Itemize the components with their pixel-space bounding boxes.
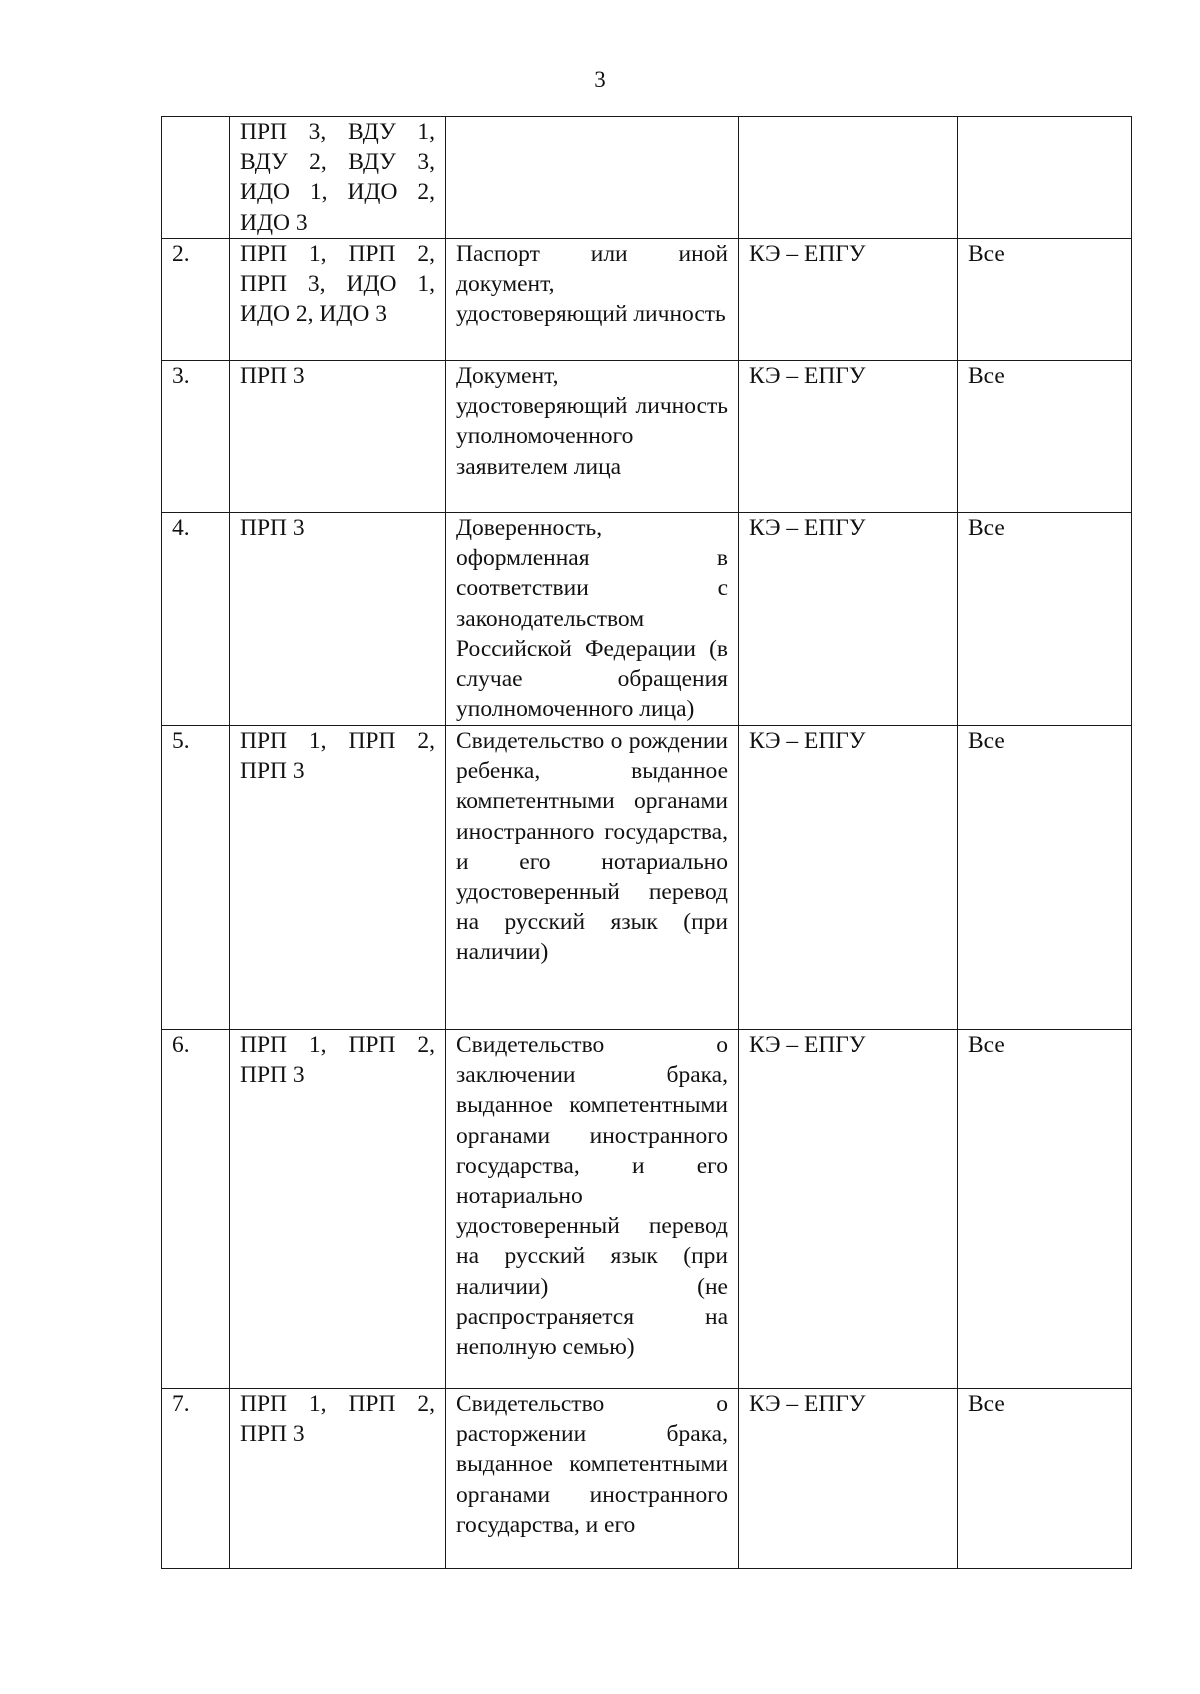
document-cell: Свидетельство о рождении ребенка, выданное компетентными органами иностранного государства, и его нотариально удостоверенный перевод на русский язык (при наличии) [446, 726, 739, 1030]
recipients-cell: ПРП 3 [230, 361, 446, 513]
recipients-cell: ПРП 3 [230, 513, 446, 726]
table-row [162, 1030, 1132, 1389]
applicability-cell: Все [958, 361, 1132, 513]
document-cell: Документ, удостоверяющий личность уполномоченного заявителем лица [446, 361, 739, 513]
recipients-cell: ПРП 1, ПРП 2, ПРП 3 [230, 726, 446, 1030]
table-row [162, 239, 1132, 361]
documents-table [161, 116, 1132, 1569]
submission-mode-cell: КЭ – ЕПГУ [739, 239, 958, 361]
applicability-cell: Все [958, 1030, 1132, 1389]
row-number-cell [162, 117, 230, 239]
submission-mode-cell: КЭ – ЕПГУ [739, 726, 958, 1030]
document-cell: Свидетельство о расторжении брака, выданное компетентными органами иностранного государства, и его [446, 1389, 739, 1569]
table-row [162, 1389, 1132, 1569]
submission-mode-cell: КЭ – ЕПГУ [739, 361, 958, 513]
recipients-cell: ПРП 1, ПРП 2, ПРП 3 [230, 1389, 446, 1569]
table-row [162, 117, 1132, 239]
applicability-cell: Все [958, 1389, 1132, 1569]
page-number: 3 [594, 67, 606, 92]
recipients-cell: ПРП 1, ПРП 2, ПРП 3, ИДО 1, ИДО 2, ИДО 3 [230, 239, 446, 361]
row-number-cell: 5. [162, 726, 230, 1030]
row-number-cell: 3. [162, 361, 230, 513]
submission-mode-cell: КЭ – ЕПГУ [739, 1030, 958, 1389]
row-number-cell: 7. [162, 1389, 230, 1569]
table-row [162, 726, 1132, 1030]
table-row [162, 513, 1132, 726]
recipients-cell: ПРП 1, ПРП 2, ПРП 3 [230, 1030, 446, 1389]
applicability-cell [958, 117, 1132, 239]
document-cell: Доверенность, оформленная в соответствии с законодательством Российской Федерации (в случае обращения уполномоченного лица) [446, 513, 739, 726]
document-cell [446, 117, 739, 239]
applicability-cell: Все [958, 513, 1132, 726]
submission-mode-cell [739, 117, 958, 239]
document-cell: Паспорт или иной документ, удостоверяющий личность [446, 239, 739, 361]
table-row [162, 361, 1132, 513]
row-number-cell: 6. [162, 1030, 230, 1389]
submission-mode-cell: КЭ – ЕПГУ [739, 513, 958, 726]
row-number-cell: 2. [162, 239, 230, 361]
submission-mode-cell: КЭ – ЕПГУ [739, 1389, 958, 1569]
applicability-cell: Все [958, 726, 1132, 1030]
applicability-cell: Все [958, 239, 1132, 361]
recipients-cell: ПРП 3, ВДУ 1, ВДУ 2, ВДУ 3, ИДО 1, ИДО 2, ИДО 3 [230, 117, 446, 239]
row-number-cell: 4. [162, 513, 230, 726]
document-cell: Свидетельство о заключении брака, выданное компетентными органами иностранного государства, и его нотариально удостоверенный перевод на русский язык (при наличии) (не распространяется на неполную семью) [446, 1030, 739, 1389]
